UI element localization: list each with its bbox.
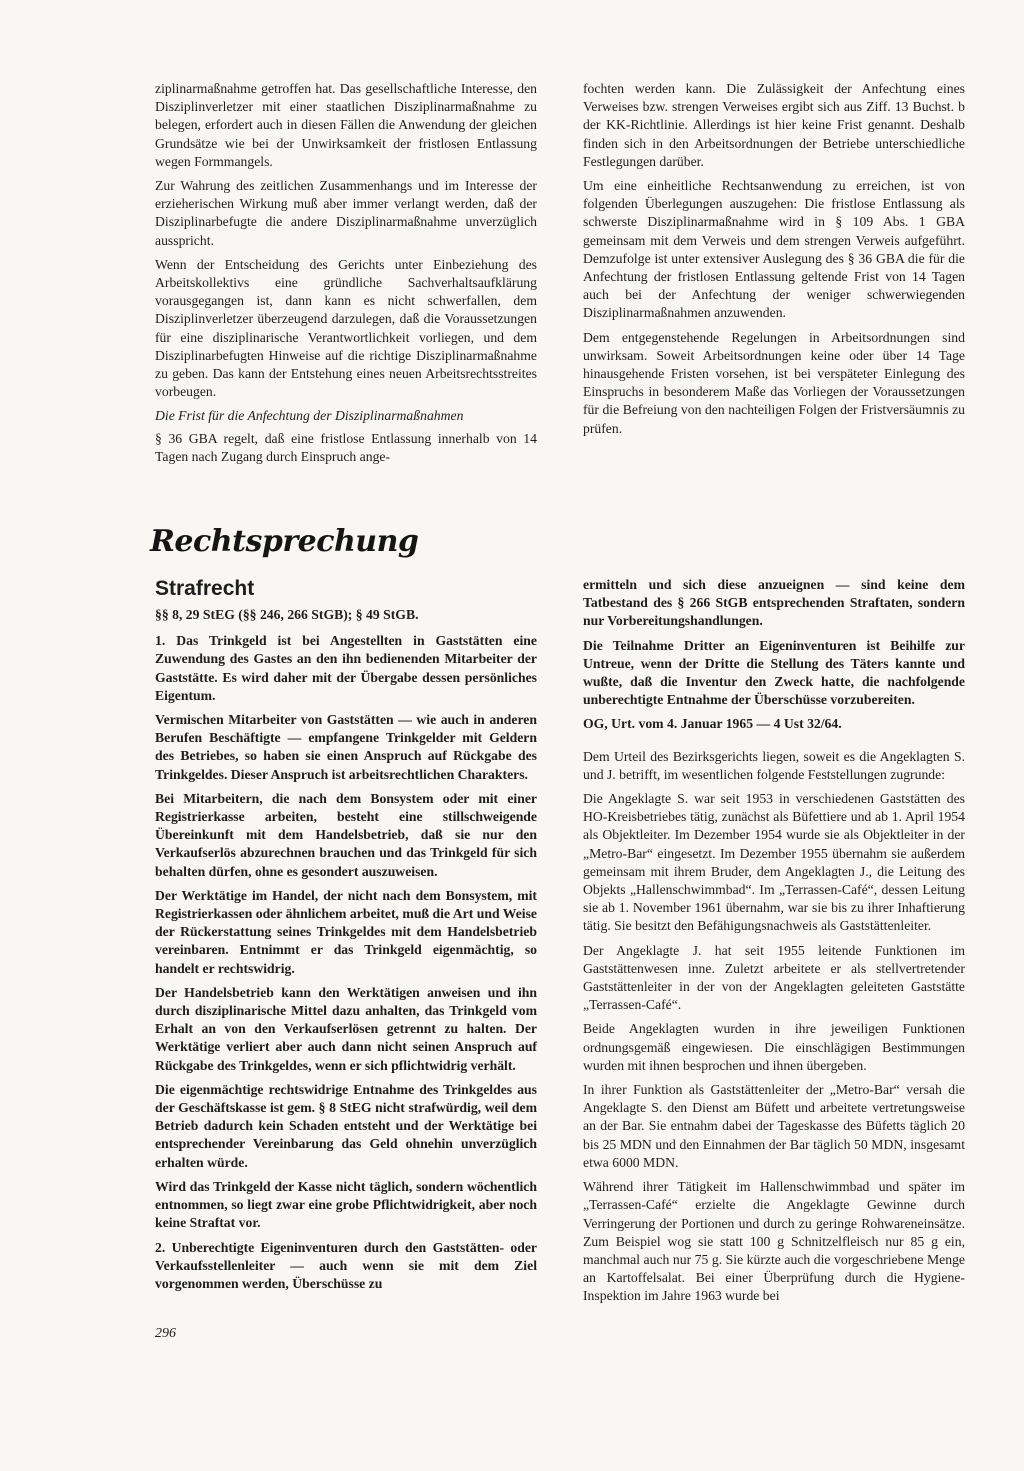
- paragraph: § 36 GBA regelt, daß eine fristlose Entlassung innerhalb von 14 Tagen nach Zugang durch Einspruch ange-: [155, 430, 537, 464]
- headnote: Vermischen Mitarbeiter von Gaststätten — wie auch in anderen Berufen Beschäftigte — empfangene Trinkgelder mit Geldern des Betriebes, so haben sie einen Anspruch auf Rückgabe des Trinkgeldes. Dieser Anspruch ist arbeitsrechtlichen Charakters.: [155, 712, 537, 782]
- rechtsprechung-heading: Rechtsprechung: [150, 524, 419, 559]
- paragraph: Zur Wahrung des zeitlichen Zusammenhangs und im Interesse der erzieherischen Wirkung muß aber immer verlangt werden, daß der Disziplinarbefugte die andere Disziplinarmaßnahme unverzüglich ausspricht.: [155, 178, 537, 248]
- headnote: Der Handelsbetrieb kann den Werktätigen anweisen und ihn durch disziplinarische Mittel dazu anhalten, das Trinkgeld vom Erhalt an von den Verkaufserlösen getrennt zu halten. Der Werktätige verliert aber auch dann nicht seinen Anspruch auf Rückgabe des Trinkgeldes, wenn er sich pflichtwidrig verhält.: [155, 984, 537, 1073]
- column-bottom-left: [155, 576, 537, 1299]
- headnote: 1. Das Trinkgeld ist bei Angestellten in Gaststätten eine Zuwendung des Gastes an den ihn bedienenden Mitarbeiter der Gaststätte. Es wird daher mit der Übergabe dessen persönliches Eigentum.: [155, 633, 537, 703]
- column-bottom-right: [583, 576, 965, 1312]
- column-top-right: [583, 80, 965, 444]
- headnote: Wird das Trinkgeld der Kasse nicht täglich, sondern wöchentlich entnommen, so liegt zwar eine grobe Pflichtwidrigkeit, aber noch keine Straftat vor.: [155, 1178, 537, 1231]
- page-number: 296: [155, 1326, 176, 1341]
- paragraph: Die Angeklagte S. war seit 1953 in verschiedenen Gaststätten des HO-Kreisbetriebes tätig, zunächst als Büfettiere und ab 1. April 1954 als Objektleiter. Im Dezember 1954 wurde sie als Objektleiter in der „Metro-Bar“ eingesetzt. Im Dezember 1955 übernahm sie außerdem gemeinsam mit ihrem Bruder, dem Angeklagten J., die Leitung des Objekts „Hallenschwimmbad“. Im „Terrassen-Café“, dessen Leitung sie ab 1. November 1961 übernahm, war sie bis zu ihrer Inhaftierung tätig. Sie besitzt den Befähigungsnachweis als Gaststättenleiter.: [583, 791, 965, 934]
- section-heading: Strafrecht: [155, 577, 255, 600]
- paragraph: Dem entgegenstehende Regelungen in Arbeitsordnungen sind unwirksam. Soweit Arbeitsordnungen keine oder über 14 Tage hinausgehende Fristen vorsehen, ist bei verspäteter Einlegung des Einspruchs in besonderem Maße das Vorliegen der Voraussetzungen für die Befreiung von den nachteiligen Folgen der Fristversäumnis zu prüfen.: [583, 329, 965, 436]
- headnote: ermitteln und sich diese anzueignen — sind keine dem Tatbestand des § 266 StGB entsprechenden Straftaten, sondern nur Vorbereitungshandlungen.: [583, 577, 965, 629]
- paragraph: Um eine einheitliche Rechtsanwendung zu erreichen, ist von folgenden Überlegungen auszugehen: Die fristlose Entlassung als schwerste Disziplinarmaßnahme wird in § 109 Abs. 1 GBA gemeinsam mit dem Verweis und dem strengen Verweis aufgeführt. Demzufolge ist unter extensiver Auslegung des § 36 GBA die für die Anfechtung der fristlosen Entlassung geltende Frist von 14 Tagen auch bei der Anfechtung der weniger schwerwiegenden Disziplinarmaßnahmen anzuwenden.: [583, 178, 965, 321]
- headnote: 2. Unberechtigte Eigeninventuren durch den Gaststätten- oder Verkaufsstellenleiter — auch wenn sie mit dem Ziel vorgenommen werden, Überschüsse zu: [155, 1239, 537, 1291]
- headnote: Der Werktätige im Handel, der nicht nach dem Bonsystem, mit Registrierkassen oder ähnlichem arbeitet, muß die Art und Weise der Rückerstattung seines Trinkgeldes mit dem Handelsbetrieb vereinbaren. Entnimmt er das Trinkgeld eigenmächtig, so handelt er rechtswidrig.: [155, 887, 537, 976]
- subheading-frist: Die Frist für die Anfechtung der Disziplinarmaßnahmen: [155, 408, 464, 424]
- paragraph: Dem Urteil des Bezirksgerichts liegen, soweit es die Angeklagten S. und J. betrifft, im wesentlichen folgende Feststellungen zugrunde:: [583, 748, 965, 782]
- paragraph: In ihrer Funktion als Gaststättenleiter der „Metro-Bar“ versah die Angeklagte S. den Dienst am Büfett und arbeitete vertretungsweise an der Bar. Sie entnahm dabei der Tageskasse des Büfetts täglich 20 bis 25 MDN und den Einnahmen der Bar täglich 50 MDN, insgesamt etwa 6000 MDN.: [583, 1082, 965, 1170]
- paragraph: Während ihrer Tätigkeit im Hallenschwimmbad und später im „Terrassen-Café“ erzielte die Angeklagte Gewinne durch Verringerung der Portionen und durch zu geringe Rohwareneinsätze. Zum Beispiel wog sie statt 100 g Schnitzelfleisch nur 85 g ein, manchmal auch nur 75 g. Sie kürzte auch die vorgeschriebene Menge an Kartoffelsalat. Bei einer Überprüfung durch die Hygiene-Inspektion im Jahre 1963 wurde bei: [583, 1179, 965, 1304]
- citation: §§ 8, 29 StEG (§§ 246, 266 StGB); § 49 StGB.: [155, 607, 419, 622]
- column-top-left: [155, 80, 537, 472]
- paragraph: ziplinarmaßnahme getroffen hat. Das gesellschaftliche Interesse, den Disziplinverletzer mit einer staatlichen Disziplinarmaßnahme zu belegen, erfordert auch in diesen Fällen die Anwendung der gleichen Grundsätze wie bei der Unwirksamkeit der fristlosen Entlassung wegen Formmangels.: [155, 81, 537, 169]
- headnotes-continued: [583, 576, 965, 709]
- paragraph: Beide Angeklagten wurden in ihre jeweiligen Funktionen ordnungsgemäß eingewiesen. Die einschlägigen Bestimmungen wurden mit ihnen besprochen und ihnen übergeben.: [583, 1021, 965, 1073]
- paragraph: Wenn der Entscheidung des Gerichts unter Einbeziehung des Arbeitskollektivs eine gründliche Sachverhaltsaufklärung vorausgegangen ist, dann kann es nicht schwerfallen, dem Disziplinverletzer überzeugend darzulegen, daß die Voraussetzungen für eine disziplinarische Verantwortlichkeit vorliegen, und dem Disziplinarbefugten Hinweise auf die richtige Disziplinarmaßnahme zu geben. Das kann der Entstehung eines neuen Arbeitsrechtsstreites vorbeugen.: [155, 256, 537, 400]
- headnote: Die eigenmächtige rechtswidrige Entnahme des Trinkgeldes aus der Geschäftskasse ist gem. § 8 StEG nicht strafwürdig, weil dem Betrieb dadurch kein Schaden entsteht und der Werktätige bei entsprechender Vereinbarung das Geld ohnehin unverzüglich erhalten würde.: [155, 1081, 537, 1170]
- paragraph: fochten werden kann. Die Zulässigkeit der Anfechtung eines Verweises bzw. strengen Verweises ergibt sich aus Ziff. 13 Buchst. b der KK-Richtlinie. Allerdings ist hier keine Frist genannt. Deshalb finden sich in den Arbeitsordnungen der Betriebe unterschiedliche Festlegungen darüber.: [583, 81, 965, 169]
- headnote: Bei Mitarbeitern, die nach dem Bonsystem oder mit einer Registrierkasse arbeiten, besteht eine stillschweigende Übereinkunft mit dem Handelsbetrieb, daß sie nur den Verkaufserlös abzurechnen brauchen und das Trinkgeld für sich behalten dürfen, ohne es gesondert auszuweisen.: [155, 790, 537, 879]
- ruling-reference: OG, Urt. vom 4. Januar 1965 — 4 Ust 32/64.: [583, 716, 842, 732]
- headnote: Die Teilnahme Dritter an Eigeninventuren ist Beihilfe zur Untreue, wenn der Dritte die Stellung des Täters kannte und wußte, daß die Inventur den Zweck hatte, die nachfolgende unberechtigte Entnahme der Überschüsse vorzubereiten.: [583, 637, 965, 708]
- paragraph: Der Angeklagte J. hat seit 1955 leitende Funktionen im Gaststättenwesen inne. Zuletzt arbeitete er als stellvertretender Gaststättenleiter in der von der Angeklagten geleiteten Gaststätte „Terrassen-Café“.: [583, 942, 965, 1013]
- headnotes: [155, 632, 537, 1293]
